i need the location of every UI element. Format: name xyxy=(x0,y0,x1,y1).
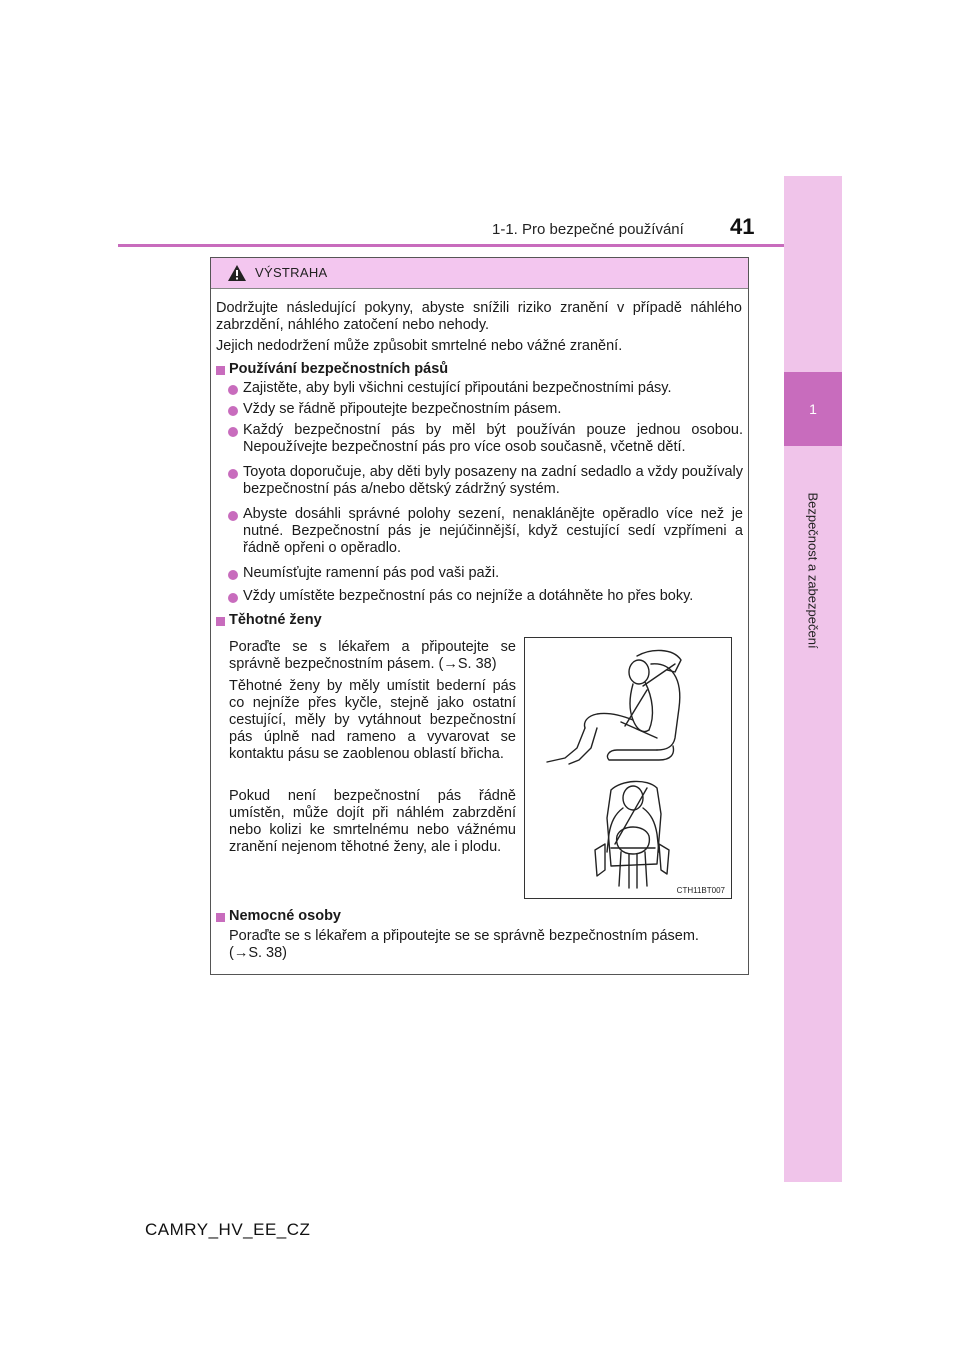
page-number: 41 xyxy=(730,214,755,239)
pregnant-heading: Těhotné ženy xyxy=(229,612,322,628)
belts-item-3: Každý bezpečnostní pás by měl být používán pouze jednou osobou. Nepoužívejte bezpečnostní pás pro více osob současně, včetně dětí. xyxy=(243,422,743,455)
belts-item-6: Neumísťujte ramenní pás pod vaši paži. xyxy=(243,565,500,581)
document-code: CAMRY_HV_EE_CZ xyxy=(145,1220,311,1239)
chapter-label: Bezpečnost a zabezpečení xyxy=(805,491,821,649)
pregnant-para-2: Těhotné ženy by měly umístit bederní pás co nejníže přes kyčle, stejně jako ostatní cestující, měly by vytáhnout bezpečnostní pás úplně nad rameno a vyvarovat se kontaktu pásu se zaoblenou oblastí břicha. xyxy=(229,678,516,762)
chapter-label-wrapper xyxy=(784,480,842,660)
ill-heading: Nemocné osoby xyxy=(229,908,341,924)
bullet-icon xyxy=(228,406,238,416)
bullet-icon xyxy=(228,469,238,479)
bullet-icon xyxy=(228,427,238,437)
ill-para: Poraďte se s lékařem a připoutejte se se správně bezpečnostním pásem. (→S. 38) xyxy=(229,928,699,961)
belts-item-7: Vždy umístěte bezpečnostní pás co nejníže a dotáhněte ho přes boky. xyxy=(243,588,694,604)
bullet-icon xyxy=(228,385,238,395)
chapter-side-tab xyxy=(784,176,842,1182)
figure-code: CTH11BT007 xyxy=(676,886,725,895)
section-marker xyxy=(216,913,225,922)
bullet-icon xyxy=(228,511,238,521)
pregnant-para-1: Poraďte se s lékařem a připoutejte se správně bezpečnostním pásem. (→S. 38) xyxy=(229,639,516,672)
warning-triangle-icon xyxy=(227,264,247,282)
section-marker xyxy=(216,617,225,626)
warning-intro-2: Jejich nedodržení může způsobit smrtelné nebo vážné zranění. xyxy=(216,338,623,354)
bullet-icon xyxy=(228,593,238,603)
chapter-number: 1 xyxy=(784,372,842,446)
belts-item-5: Abyste dosáhli správné polohy sezení, nenaklánějte opěradlo více než je nutné. Bezpečnostní pás je nejúčinnější, když cestující sedí vzpřímeni a řádně opřeni o opěradlo. xyxy=(243,506,743,556)
section-marker xyxy=(216,366,225,375)
bullet-icon xyxy=(228,570,238,580)
pregnant-woman-seatbelt-illustration xyxy=(525,638,731,898)
belts-item-4: Toyota doporučuje, aby děti byly posazeny na zadní sedadlo a vždy používaly bezpečnostní pás a/nebo dětský zádržný systém. xyxy=(243,464,743,497)
belts-item-2: Vždy se řádně připoutejte bezpečnostním pásem. xyxy=(243,401,562,417)
pregnant-para-3: Pokud není bezpečnostní pás řádně umístěn, může dojít při náhlém zabrzdění nebo kolizi ke smrtelnému nebo vážnému zranění nejenom těhotné ženy, ale i plodu. xyxy=(229,788,516,855)
warning-title: VÝSTRAHA xyxy=(255,265,328,280)
pregnant-belt-illustration xyxy=(524,637,732,899)
header-divider xyxy=(118,244,784,247)
warning-header xyxy=(211,258,748,289)
belts-item-1: Zajistěte, aby byli všichni cestující připoutáni bezpečnostními pásy. xyxy=(243,380,672,396)
section-title: 1-1. Pro bezpečné používání xyxy=(492,221,684,238)
belts-heading: Používání bezpečnostních pásů xyxy=(229,361,449,377)
warning-intro-1: Dodržujte následující pokyny, abyste snížili riziko zranění v případě náhlého zabrzdění, náhlého zatočení nebo nehody. xyxy=(216,300,742,333)
